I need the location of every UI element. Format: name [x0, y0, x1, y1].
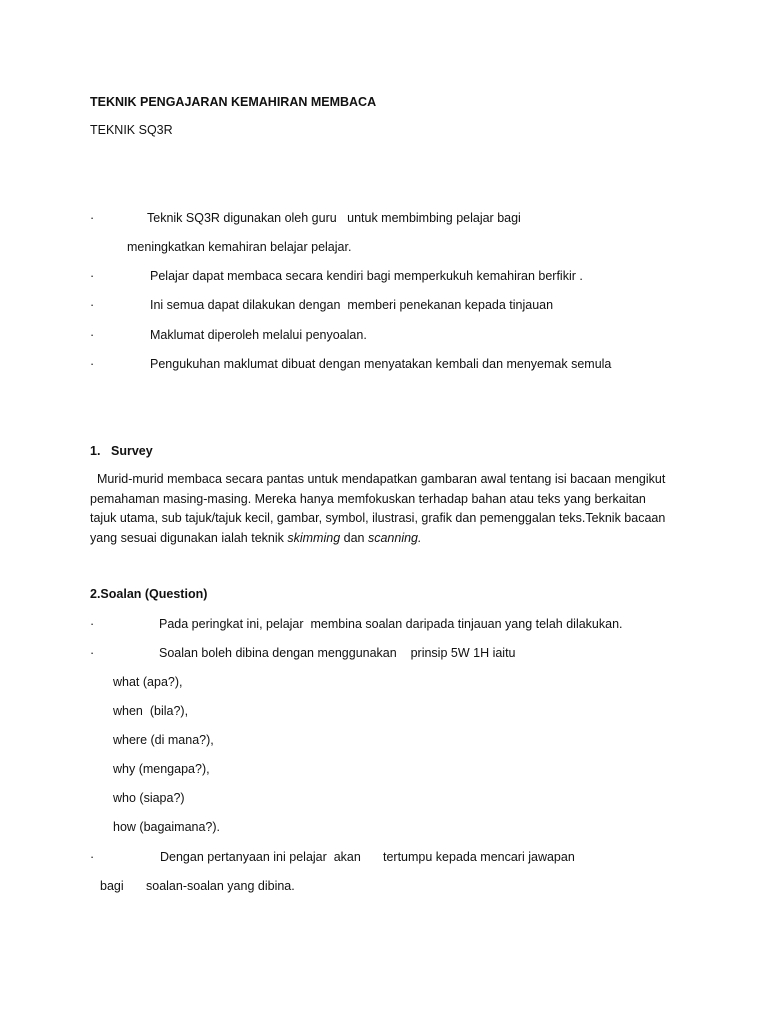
intro-bullet-4: Maklumat diperoleh melalui penyoalan.	[150, 328, 367, 342]
paragraph-text: dan	[340, 530, 368, 545]
paragraph-line: pemahaman masing-masing. Mereka hanya memfokuskan terhadap bahan atau teks yang berkaitan	[90, 491, 646, 506]
italic-term-scanning: scanning.	[367, 530, 422, 545]
intro-bullet-5: Pengukuhan maklumat dibuat dengan menyatakan kembali dan menyemak semula	[150, 357, 612, 371]
section2-heading: 2.Soalan (Question)	[90, 587, 208, 601]
section2-bullet-2: Soalan boleh dibina dengan menggunakan prinsip 5W 1H iaitu	[159, 646, 516, 660]
section2-bullet-3-part1: Dengan pertanyaan ini pelajar akan	[160, 850, 361, 864]
intro-bullet-1: Teknik SQ3R digunakan oleh guru untuk membimbing pelajar bagi	[147, 211, 521, 225]
section2-bullet-3-cont-part2: soalan-soalan yang dibina.	[146, 879, 295, 893]
section1-heading: Survey	[111, 444, 153, 458]
question-item-where: where (di mana?),	[113, 733, 214, 747]
section1-number: 1.	[90, 444, 101, 458]
section1-paragraph	[90, 470, 680, 548]
intro-bullet-3: Ini semua dapat dilakukan dengan memberi penekanan kepada tinjauan	[150, 298, 554, 312]
italic-term-skimming: skimming	[287, 530, 341, 545]
document-subtitle: TEKNIK SQ3R	[90, 123, 173, 137]
section2-bullet-3-part2: tertumpu kepada mencari jawapan	[383, 850, 575, 864]
paragraph-text: yang sesuai digunakan ialah teknik	[90, 530, 288, 545]
bullet-marker: ·	[90, 269, 95, 283]
question-item-how: how (bagaimana?).	[113, 820, 221, 834]
section2-bullet-3-cont-part1: bagi	[100, 879, 124, 893]
question-item-why: why (mengapa?),	[113, 762, 210, 776]
question-item-who: who (siapa?)	[113, 791, 185, 805]
bullet-marker: ·	[90, 328, 95, 342]
question-item-when: when (bila?),	[113, 704, 189, 718]
question-item-what: what (apa?),	[113, 675, 183, 689]
bullet-marker: ·	[90, 850, 95, 864]
paragraph-line-last	[90, 529, 680, 549]
bullet-marker: ·	[90, 357, 95, 371]
document-title: TEKNIK PENGAJARAN KEMAHIRAN MEMBACA	[90, 95, 377, 109]
paragraph-line: tajuk utama, sub tajuk/tajuk kecil, gambar, symbol, ilustrasi, grafik dan pemenggalan teks.Teknik bacaan	[90, 511, 666, 525]
bullet-marker: ·	[90, 211, 95, 225]
intro-bullet-1-continuation: meningkatkan kemahiran belajar pelajar.	[127, 240, 352, 254]
section2-bullet-1: Pada peringkat ini, pelajar membina soalan daripada tinjauan yang telah dilakukan.	[159, 617, 623, 631]
intro-bullet-2: Pelajar dapat membaca secara kendiri bagi memperkukuh kemahiran berfikir .	[150, 269, 583, 283]
bullet-marker: ·	[90, 617, 95, 631]
bullet-marker: ·	[90, 298, 95, 312]
bullet-marker: ·	[90, 646, 95, 660]
paragraph-line: Murid-murid membaca secara pantas untuk mendapatkan gambaran awal tentang isi bacaan mengikut	[90, 472, 666, 486]
